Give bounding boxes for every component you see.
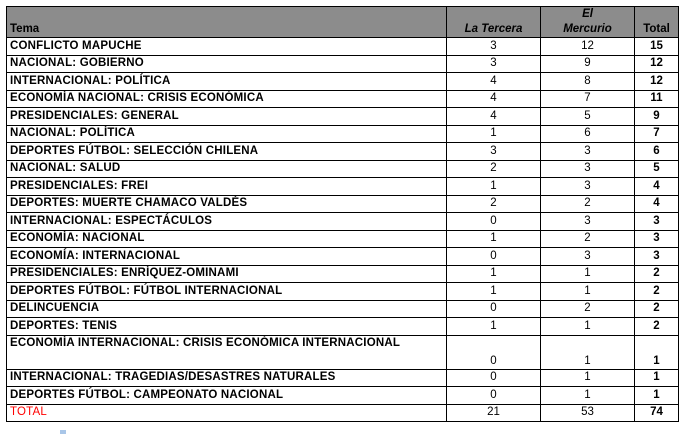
selection-mark <box>60 430 66 434</box>
table-row <box>7 335 679 369</box>
row-la-tercera: 1 <box>447 283 541 301</box>
row-el-mercurio: 1 <box>541 283 635 301</box>
table-row <box>7 300 679 318</box>
row-total: 9 <box>635 108 679 126</box>
row-el-mercurio: 1 <box>541 265 635 283</box>
row-total: 12 <box>635 73 679 91</box>
row-la-tercera: 4 <box>447 108 541 126</box>
table-row <box>7 90 679 108</box>
row-el-mercurio: 2 <box>541 195 635 213</box>
row-el-mercurio: 3 <box>541 213 635 231</box>
row-el-mercurio: 8 <box>541 73 635 91</box>
row-la-tercera: 2 <box>447 160 541 178</box>
header-la-tercera: La Tercera <box>447 7 541 38</box>
table-row <box>7 108 679 126</box>
table-row <box>7 160 679 178</box>
row-tema: INTERNACIONAL: TRAGEDIAS/DESASTRES NATURALES <box>7 369 447 387</box>
row-el-mercurio: 9 <box>541 55 635 73</box>
header-el-mercurio-line1: El <box>582 8 593 20</box>
topics-table <box>6 6 679 422</box>
row-la-tercera: 1 <box>447 125 541 143</box>
row-el-mercurio: 2 <box>541 300 635 318</box>
row-tema: DEPORTES: TENIS <box>7 318 447 336</box>
row-tema: PRESIDENCIALES: FREI <box>7 178 447 196</box>
total-label: TOTAL <box>7 404 447 422</box>
row-el-mercurio: 3 <box>541 160 635 178</box>
row-la-tercera: 2 <box>447 195 541 213</box>
row-tema: PRESIDENCIALES: ENRÍQUEZ-OMINAMI <box>7 265 447 283</box>
total-row <box>7 404 679 422</box>
row-total: 5 <box>635 160 679 178</box>
row-la-tercera: 0 <box>447 369 541 387</box>
row-la-tercera: 4 <box>447 90 541 108</box>
row-total: 2 <box>635 265 679 283</box>
row-tema: ECONOMÍA: INTERNACIONAL <box>7 248 447 266</box>
row-tema: DEPORTES: MUERTE CHAMACO VALDÉS <box>7 195 447 213</box>
row-total: 1 <box>635 335 679 369</box>
row-la-tercera: 0 <box>447 248 541 266</box>
table-row <box>7 73 679 91</box>
row-la-tercera: 1 <box>447 265 541 283</box>
row-tema: ECONOMÍA NACIONAL: CRISIS ECONÓMICA <box>7 90 447 108</box>
row-el-mercurio: 1 <box>541 369 635 387</box>
row-tema: DELINCUENCIA <box>7 300 447 318</box>
row-el-mercurio: 5 <box>541 108 635 126</box>
row-la-tercera: 0 <box>447 387 541 405</box>
row-tema: ECONOMÍA INTERNACIONAL: CRISIS ECONÓMICA INTERNACIONAL <box>7 335 447 369</box>
table-row <box>7 143 679 161</box>
row-tema: INTERNACIONAL: POLÍTICA <box>7 73 447 91</box>
row-total: 4 <box>635 178 679 196</box>
row-tema: NACIONAL: SALUD <box>7 160 447 178</box>
row-tema: DEPORTES FÚTBOL: SELECCIÓN CHILENA <box>7 143 447 161</box>
row-el-mercurio: 12 <box>541 38 635 56</box>
row-total: 11 <box>635 90 679 108</box>
table-row <box>7 283 679 301</box>
row-total: 3 <box>635 213 679 231</box>
row-total: 2 <box>635 300 679 318</box>
row-el-mercurio: 3 <box>541 178 635 196</box>
row-tema: CONFLICTO MAPUCHE <box>7 38 447 56</box>
table-row <box>7 38 679 56</box>
row-la-tercera: 1 <box>447 318 541 336</box>
row-la-tercera: 0 <box>447 213 541 231</box>
row-la-tercera: 3 <box>447 38 541 56</box>
header-el-mercurio-line2: Mercurio <box>563 23 612 35</box>
row-la-tercera: 4 <box>447 73 541 91</box>
row-total: 12 <box>635 55 679 73</box>
header-el-mercurio <box>541 7 635 38</box>
row-tema: ECONOMÍA: NACIONAL <box>7 230 447 248</box>
table-row <box>7 195 679 213</box>
row-tema: INTERNACIONAL: ESPECTÁCULOS <box>7 213 447 231</box>
row-total: 3 <box>635 248 679 266</box>
table-row <box>7 369 679 387</box>
row-total: 15 <box>635 38 679 56</box>
row-tema: DEPORTES FÚTBOL: FÚTBOL INTERNACIONAL <box>7 283 447 301</box>
row-total: 7 <box>635 125 679 143</box>
row-la-tercera: 3 <box>447 143 541 161</box>
table-row <box>7 178 679 196</box>
header-total: Total <box>635 7 679 38</box>
header-row <box>7 7 679 38</box>
row-el-mercurio: 2 <box>541 230 635 248</box>
table-row <box>7 55 679 73</box>
row-el-mercurio: 1 <box>541 335 635 369</box>
row-la-tercera: 0 <box>447 335 541 369</box>
row-tema: NACIONAL: POLÍTICA <box>7 125 447 143</box>
row-el-mercurio: 1 <box>541 318 635 336</box>
row-el-mercurio: 3 <box>541 248 635 266</box>
table-row <box>7 125 679 143</box>
row-tema: NACIONAL: GOBIERNO <box>7 55 447 73</box>
row-la-tercera: 3 <box>447 55 541 73</box>
header-tema: Tema <box>7 7 447 38</box>
row-el-mercurio: 6 <box>541 125 635 143</box>
row-total: 4 <box>635 195 679 213</box>
table-row <box>7 318 679 336</box>
row-total: 6 <box>635 143 679 161</box>
row-total: 3 <box>635 230 679 248</box>
table-row <box>7 213 679 231</box>
table-row <box>7 248 679 266</box>
row-el-mercurio: 1 <box>541 387 635 405</box>
table-row <box>7 265 679 283</box>
row-total: 1 <box>635 369 679 387</box>
total-el-mercurio: 53 <box>541 404 635 422</box>
total-total: 74 <box>635 404 679 422</box>
row-total: 1 <box>635 387 679 405</box>
table-row <box>7 230 679 248</box>
row-total: 2 <box>635 318 679 336</box>
row-tema: PRESIDENCIALES: GENERAL <box>7 108 447 126</box>
row-el-mercurio: 7 <box>541 90 635 108</box>
total-la-tercera: 21 <box>447 404 541 422</box>
table-row <box>7 387 679 405</box>
row-total: 2 <box>635 283 679 301</box>
row-tema: DEPORTES FÚTBOL: CAMPEONATO NACIONAL <box>7 387 447 405</box>
row-la-tercera: 1 <box>447 230 541 248</box>
row-la-tercera: 0 <box>447 300 541 318</box>
row-la-tercera: 1 <box>447 178 541 196</box>
row-el-mercurio: 3 <box>541 143 635 161</box>
